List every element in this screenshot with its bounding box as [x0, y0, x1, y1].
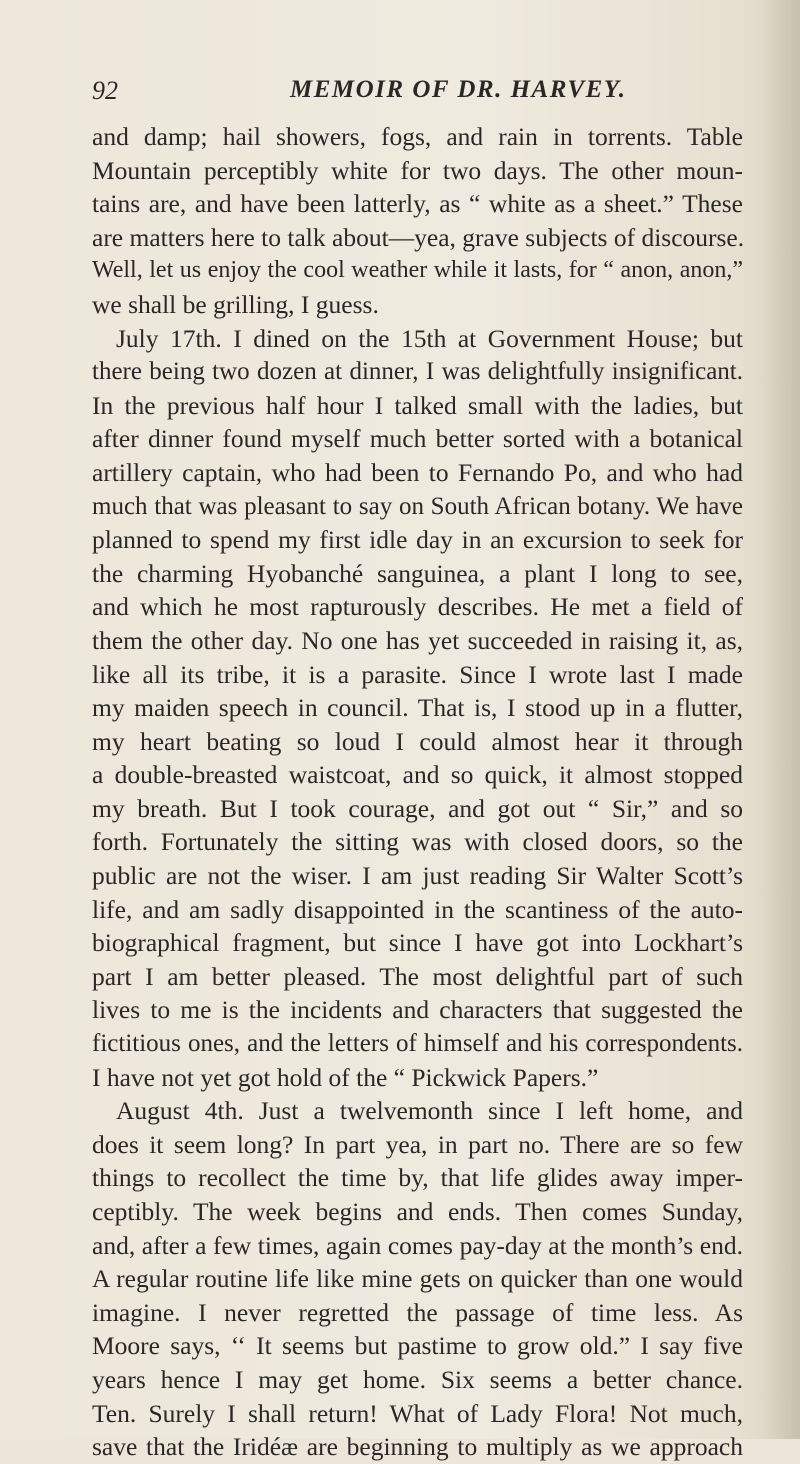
text-line: my maiden speech in council. That is, I stood up in a flutter,	[92, 693, 743, 723]
text-line: a double-breasted waistcoat, and so quick, it almost stopped	[92, 760, 743, 790]
running-head: MEMOIR OF DR. HARVEY.	[290, 76, 627, 103]
text-line: public are not the wiser. I am just reading Sir Walter Scott’s	[92, 861, 743, 891]
text-line: there being two dozen at dinner, I was delightfully insignificant.	[92, 358, 743, 386]
text-line: and which he most rapturously describes. He met a field of	[92, 592, 743, 622]
text-line: save that the Iridéæ are beginning to multiply as we approach	[92, 1432, 743, 1462]
text-line: I have not yet got hold of the “ Pickwick Papers.”	[92, 1062, 599, 1092]
text-line: part I am better pleased. The most delightful part of such	[92, 961, 743, 991]
text-line: planned to spend my first idle day in an excursion to seek for	[92, 525, 743, 555]
page-number: 92	[92, 76, 118, 105]
text-line: them the other day. No one has yet succeeded in raising it, as,	[92, 625, 743, 655]
text-line: we shall be grilling, I guess.	[92, 289, 379, 319]
body-text	[92, 120, 743, 1464]
text-line: forth. Fortunately the sitting was with closed doors, so the	[92, 827, 743, 857]
text-line: like all its tribe, it is a parasite. Since I wrote last I made	[92, 659, 743, 689]
text-line: life, and am sadly disappointed in the scantiness of the auto-	[92, 894, 743, 924]
text-line: much that was pleasant to say on South African botany. We have	[92, 492, 743, 520]
page-header	[92, 76, 732, 110]
text-line: artillery captain, who had been to Fernando Po, and who had	[92, 457, 743, 487]
text-line: ceptibly. The week begins and ends. Then comes Sunday,	[92, 1197, 743, 1226]
page-edge-shadow	[760, 0, 800, 1439]
text-line: In the previous half hour I talked small with the ladies, but	[92, 390, 743, 420]
text-line: imagine. I never regretted the passage of time less. As	[92, 1297, 743, 1327]
text-line: and damp; hail showers, fogs, and rain in torrents. Table	[92, 122, 743, 151]
text-line: are matters here to talk about—yea, grave subjects of discourse.	[92, 222, 745, 252]
text-line: fictitious ones, and the letters of himself and his correspondents.	[92, 1030, 743, 1058]
text-line: August 4th. Just a twelvemonth since I left home, and	[116, 1096, 743, 1126]
text-line: July 17th. I dined on the 15th at Government House; but	[116, 323, 743, 353]
text-line: A regular routine life like mine gets on quicker than one would	[92, 1264, 743, 1294]
text-line: does it seem long? In part yea, in part no. There are so few	[92, 1129, 743, 1159]
text-line: tains are, and have been latterly, as “ white as a sheet.” These	[92, 189, 743, 219]
text-line: biographical fragment, but since I have got into Lockhart’s	[92, 928, 743, 958]
text-line: Well, let us enjoy the cool weather while it lasts, for “ anon, anon,”	[92, 257, 743, 284]
text-line: my heart beating so loud I could almost hear it through	[92, 726, 743, 756]
text-line: years hence I may get home. Six seems a better chance.	[92, 1364, 743, 1394]
text-line: lives to me is the incidents and characters that suggested the	[92, 995, 743, 1025]
text-line: my breath. But I took courage, and got out “ Sir,” and so	[92, 793, 743, 823]
text-line: the charming Hyobanché sanguinea, a plant I long to see,	[92, 558, 743, 588]
text-line: after dinner found myself much better sorted with a botanical	[92, 424, 743, 454]
text-line: and, after a few times, again comes pay-day at the month’s end.	[92, 1230, 743, 1260]
text-line: Mountain perceptibly white for two days. The other moun-	[92, 155, 743, 185]
text-line: things to recollect the time by, that life glides away imper-	[92, 1163, 743, 1193]
text-line: Moore says, ‘‘ It seems but pastime to grow old.” I say five	[92, 1331, 743, 1361]
text-line: Ten. Surely I shall return! What of Lady Flora! Not much,	[92, 1398, 743, 1428]
